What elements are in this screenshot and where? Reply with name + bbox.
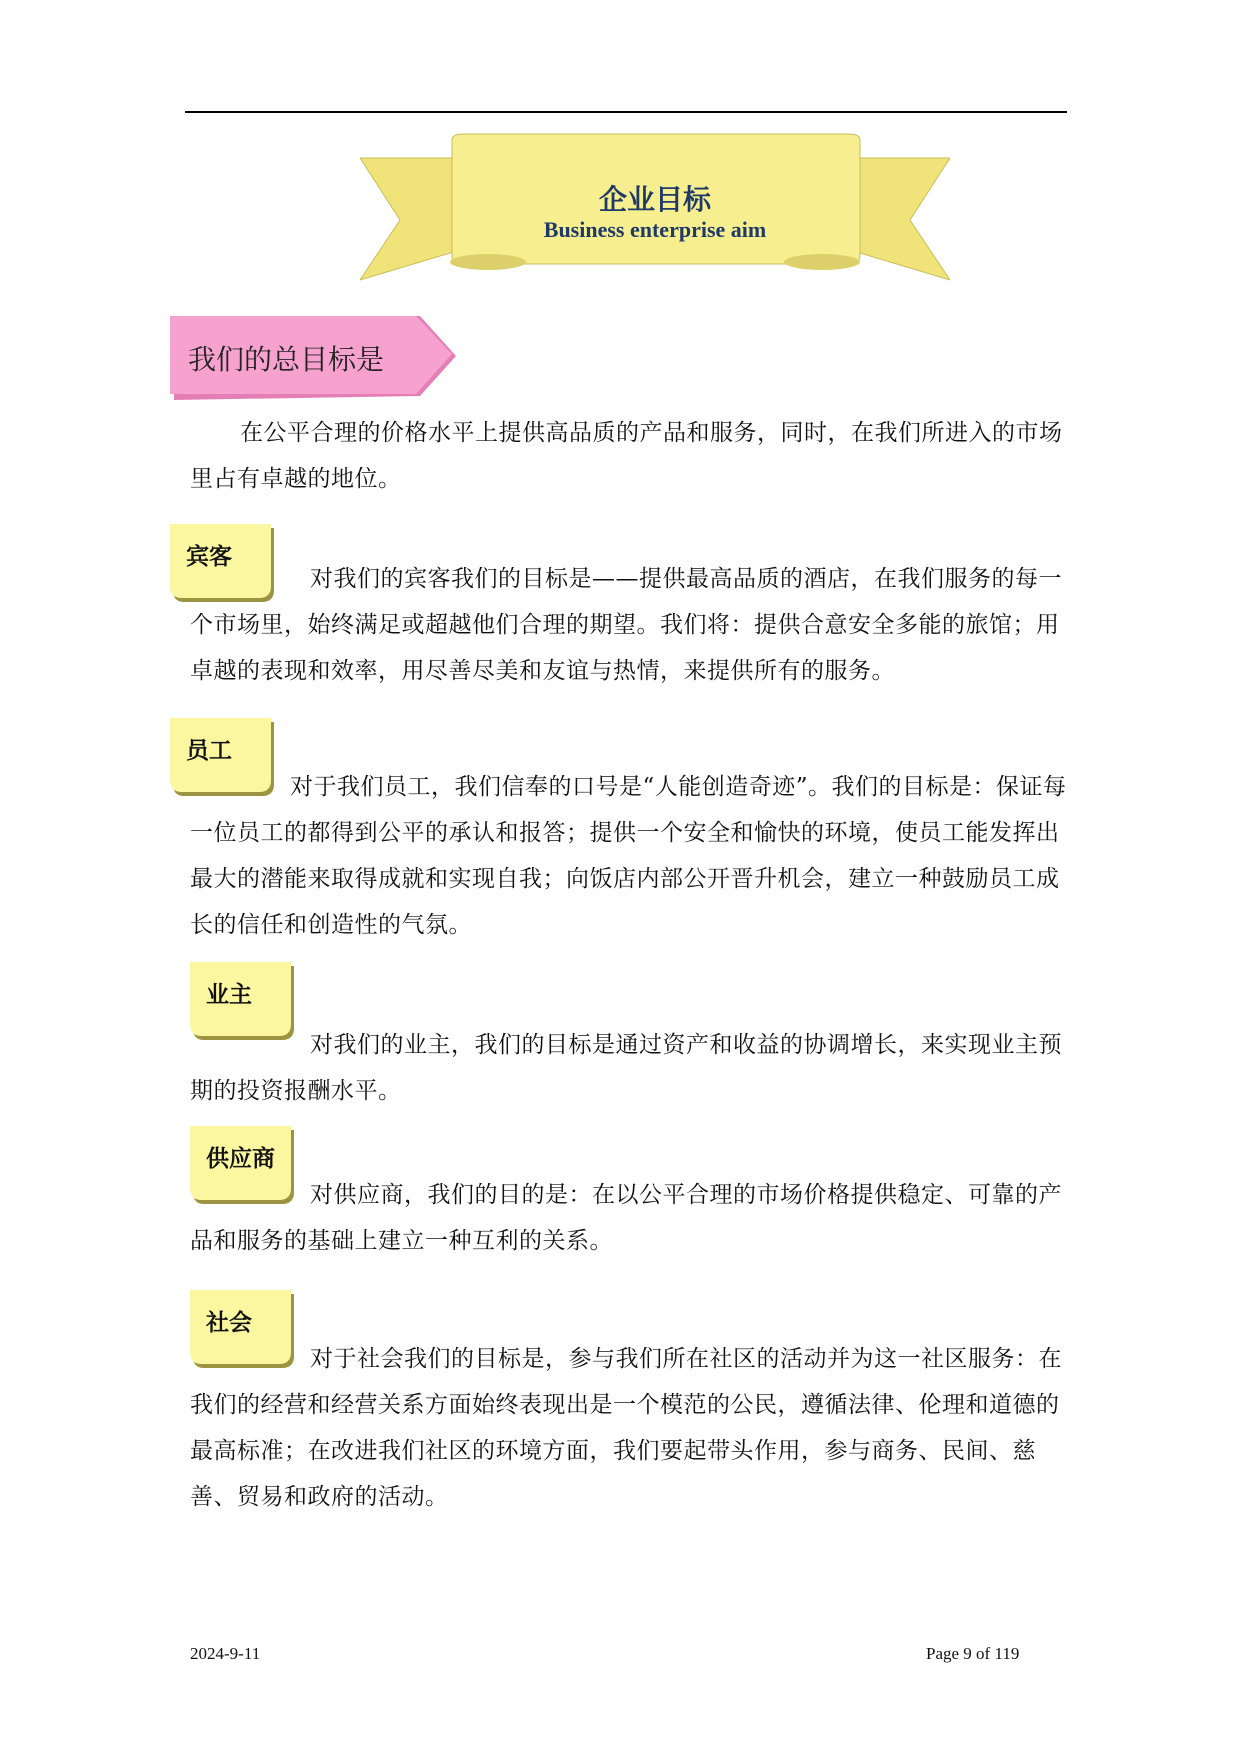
footer-date: 2024-9-11 xyxy=(190,1644,261,1663)
title-banner xyxy=(360,132,950,284)
banner-subtitle: Business enterprise aim xyxy=(543,217,767,242)
item-paragraph: 对于我们员工，我们信奉的口号是“人能创造奇迹”。我们的目标是：保证每一位员工的都得到公平的承认和报答；提供一个安全和愉快的环境，使员工能发挥出最大的潜能来取得成就和实现自我；向饭店内部公开晋升机会，建立一种鼓励员工成长的信任和创造性的气氛。 xyxy=(190,774,1067,938)
item-paragraph: 对我们的宾客我们的目标是——提供最高品质的酒店，在我们服务的每一个市场里，始终满足或超越他们合理的期望。我们将：提供合意安全多能的旅馆；用卓越的表现和效率，用尽善尽美和友谊与热情，来提供所有的服务。 xyxy=(190,566,1062,684)
header-rule xyxy=(185,111,1067,113)
section-label xyxy=(170,316,460,400)
note-label: 业主 xyxy=(206,982,252,1008)
section-title: 我们的总目标是 xyxy=(188,343,385,376)
note-label: 社会 xyxy=(206,1310,252,1336)
footer-page-number: Page 9 of 119 xyxy=(926,1644,1020,1663)
intro-paragraph: 在公平合理的价格水平上提供高品质的产品和服务，同时，在我们所进入的市场里占有卓越的地位。 xyxy=(190,420,1063,492)
item-paragraph: 对供应商，我们的目的是：在以公平合理的市场价格提供稳定、可靠的产品和服务的基础上建立一种互利的关系。 xyxy=(190,1182,1062,1254)
note-label: 员工 xyxy=(186,738,232,764)
note-label: 宾客 xyxy=(186,544,232,570)
item-paragraph: 对我们的业主，我们的目标是通过资产和收益的协调增长，来实现业主预期的投资报酬水平。 xyxy=(190,1032,1062,1104)
banner-title: 企业目标 xyxy=(598,183,711,216)
note-label: 供应商 xyxy=(206,1146,275,1172)
item-paragraph: 对于社会我们的目标是，参与我们所在社区的活动并为这一社区服务：在我们的经营和经营关系方面始终表现出是一个模范的公民，遵循法律、伦理和道德的最高标准；在改进我们社区的环境方面，我们要起带头作用，参与商务、民间、慈善、贸易和政府的活动。 xyxy=(190,1346,1062,1510)
